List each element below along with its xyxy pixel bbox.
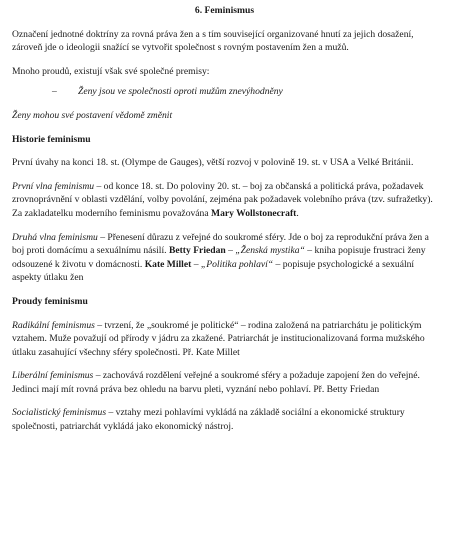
liberal-paragraph: Liberální feminismus – zachovává rozdělení veřejné a soukromé sféry a požaduje zapojení žen do veřejné. Jedinci mají mít rovná práva bez ohledu na barvu pleti, vyznání nebo pohlaví. Př. Betty Friedan	[12, 370, 420, 395]
premise-text-2: Ženy mohou své postavení vědomě změnit	[12, 109, 173, 121]
history-paragraph: První úvahy na konci 18. st. (Olympe de Gauges), větší rozvoj v polovině 19. st. v USA a Velké Británii.	[12, 157, 414, 169]
second-wave-term: Druhá vlna feminismu	[12, 231, 98, 243]
book-title: „Politika pohlaví“	[200, 258, 274, 270]
first-wave-paragraph: První vlna feminismu – od konce 18. st. Do poloviny 20. st. – boj za občanská a politická práva, požadavek zrovnoprávnění v oblasti vzdělání, volby povolání, zejména pak požadavek volebního práva (tzv. sufražetky). Za zakladatelku moderního feminismu považována Mary Wollstonecraft.	[12, 180, 433, 219]
person-name: Betty Friedan	[168, 245, 226, 257]
socialist-term: Socialistický feminismus	[12, 407, 107, 419]
second-wave-paragraph: Druhá vlna feminismu – Přenesení důrazu z veřejné do soukromé sféry. Jde o boj za reprodukční práva žen a boj proti domácímu a sexuálnímu násilí. Betty Friedan – „Ženská mystika“ – kniha popisuje frustraci ženy odsouzené k životu v domácnosti. Kate Millet – „Politika pohlaví“ – popisuje psychologické a sexuální aspekty útlaku žen	[12, 231, 429, 284]
history-heading: Historie feminismu	[12, 133, 91, 145]
streams-heading: Proudy feminismu	[12, 295, 88, 307]
person-name: Mary Wollstonecraft	[211, 207, 297, 219]
radical-term: Radikální feminismus	[12, 319, 95, 331]
first-wave-term: První vlna feminismu	[12, 180, 95, 192]
page-title: 6. Feminismus	[194, 5, 255, 16]
person-name: Kate Millet	[144, 258, 192, 270]
socialist-paragraph: Socialistický feminismus – vztahy mezi pohlavími vykládá na základě sociální a ekonomické struktury společnosti, patriarchát vykládá jako ekonomický nástroj.	[12, 407, 405, 433]
premise-item-1	[12, 85, 437, 99]
radical-paragraph: Radikální feminismus – tvrzení, že „soukromé je politické“ – rodina založená na patriarchátu je politickým vztahem. Muže považují od přírody v jádru za zkažené. Patriarchát je institucionalizovaná forma mužského útlaku zasahující všechny sféry společnosti. Př. Kate Millet	[12, 319, 425, 358]
premise-text-1: Ženy jsou ve společnosti oproti mužům znevýhodněny	[78, 86, 283, 98]
premises-intro: Mnoho proudů, existují však své společné premisy:	[12, 65, 210, 77]
list-dash: –	[52, 86, 57, 98]
book-title: „Ženská mystika“	[235, 245, 305, 257]
liberal-term: Liberální feminismus	[12, 370, 94, 382]
intro-paragraph: Označení jednotné doktríny za rovná práva žen a s tím související organizované hnutí za jejich dosažení, zároveň jde o ideologii snažící se vytvořit společnost s rovným postavením žen a mužů.	[12, 28, 414, 54]
document-page	[12, 4, 437, 434]
premise-item-2	[12, 109, 437, 123]
